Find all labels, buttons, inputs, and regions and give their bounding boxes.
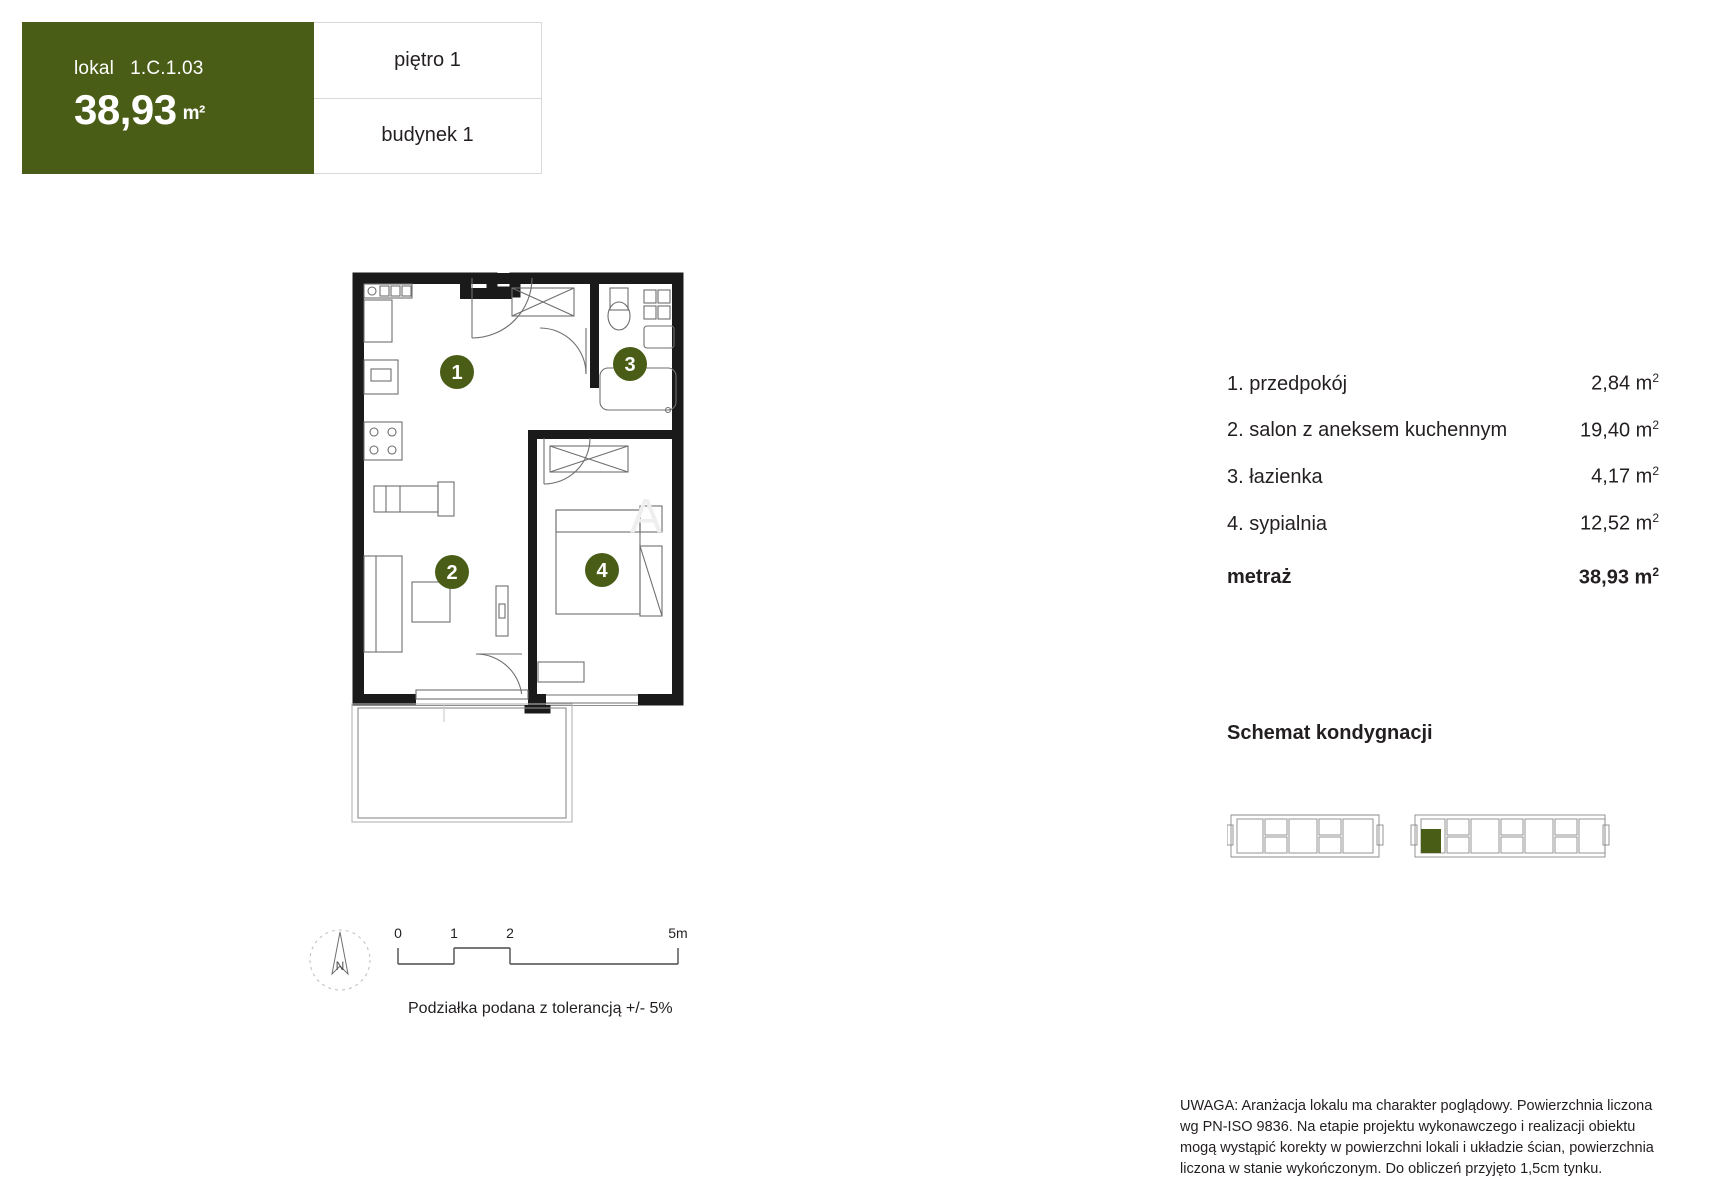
unit-header bbox=[22, 22, 542, 174]
unit-label: lokal bbox=[74, 58, 115, 79]
unit-meta-box bbox=[314, 22, 542, 174]
room-marker-2-label: 2 bbox=[446, 562, 458, 584]
legend-value-sup: 2 bbox=[1652, 371, 1659, 385]
scheme-left-u3 bbox=[1265, 837, 1287, 853]
scheme-right-u4 bbox=[1471, 819, 1499, 853]
floor-scheme-figures bbox=[1227, 795, 1647, 875]
balcony-slab bbox=[358, 708, 566, 818]
room-marker-3-label: 3 bbox=[624, 354, 636, 376]
toilet bbox=[610, 288, 628, 310]
hob-burner-1 bbox=[380, 286, 389, 296]
scheme-highlighted-unit bbox=[1421, 829, 1441, 853]
unit-id-line bbox=[74, 58, 314, 80]
toilet-bowl bbox=[608, 302, 630, 330]
unit-area-value: 38,93 bbox=[74, 86, 177, 133]
room-legend bbox=[1227, 358, 1659, 598]
wall-unit-1 bbox=[644, 290, 656, 303]
floor-plan-svg bbox=[300, 270, 760, 830]
dining-table bbox=[374, 486, 438, 512]
scale-label-1: 1 bbox=[450, 925, 458, 941]
legend-value-text: 19,40 m bbox=[1580, 419, 1653, 442]
sofa bbox=[364, 556, 402, 652]
legend-row bbox=[1227, 451, 1659, 498]
legend-value bbox=[1580, 498, 1659, 545]
scheme-left-u5 bbox=[1319, 819, 1341, 835]
scheme-left-u7 bbox=[1343, 819, 1373, 853]
door-bath bbox=[540, 328, 586, 374]
unit-area-unit: m² bbox=[182, 103, 205, 124]
door-bath-arc bbox=[540, 328, 586, 374]
scheme-left-edge-b bbox=[1377, 825, 1383, 845]
scheme-left-u4 bbox=[1289, 819, 1317, 853]
wall-unit-4 bbox=[658, 306, 670, 319]
legend-name: 1. przedpokój bbox=[1227, 372, 1348, 395]
hob-burner-2 bbox=[391, 286, 400, 296]
compass-north-label: N bbox=[335, 959, 345, 973]
legend-value-text: 2,84 m bbox=[1591, 372, 1653, 395]
legend-total-value bbox=[1579, 552, 1659, 599]
door-living bbox=[476, 654, 522, 700]
legend-value-text: 12,52 m bbox=[1580, 512, 1653, 535]
footnote: UWAGA: Aranżacja lokalu ma charakter poglądowy. Powierzchnia liczona wg PN-ISO 9836. Na etapie projektu wykonawczego i realizacji obiektu mogą wystąpić korekty w powierzchni lokali i układzie ścian, powierzchnia liczona w stanie wykończonym. Do obliczeń przyjęto 1,5cm tynku. bbox=[1180, 1098, 1654, 1178]
scheme-right-edge-a bbox=[1411, 825, 1417, 845]
coffee-table bbox=[412, 582, 450, 622]
scheme-left-u1 bbox=[1237, 819, 1263, 853]
room-marker-1-label: 1 bbox=[451, 362, 463, 384]
scale-label-0: 0 bbox=[394, 925, 402, 941]
legend-total-value-sup: 2 bbox=[1652, 564, 1659, 579]
room-marker-2 bbox=[435, 555, 469, 589]
washbasin bbox=[644, 326, 674, 348]
scheme-left-outline bbox=[1231, 815, 1379, 857]
floor-scheme-svg bbox=[1227, 795, 1647, 875]
legend-row bbox=[1227, 358, 1659, 405]
legend-total-label: metraż bbox=[1227, 566, 1292, 589]
room-marker-1 bbox=[440, 355, 474, 389]
scheme-left-edge-a bbox=[1227, 825, 1233, 845]
hob-burner-3 bbox=[402, 286, 411, 296]
wall-notch-b bbox=[460, 288, 512, 299]
scale-bar-area bbox=[300, 918, 730, 1028]
wall-bedroom-left bbox=[528, 430, 537, 700]
scale-note: Podziałka podana z tolerancją +/- 5% bbox=[408, 1000, 673, 1017]
wall-top bbox=[353, 273, 683, 284]
riser-inner bbox=[499, 604, 505, 618]
legend-value-sup: 2 bbox=[1652, 464, 1659, 479]
tv-cabinet bbox=[538, 662, 584, 682]
unit-summary-box bbox=[22, 22, 314, 174]
stove-burner-4 bbox=[388, 446, 396, 454]
room-marker-4-label: 4 bbox=[596, 560, 608, 582]
stove bbox=[364, 422, 402, 460]
stove-burner-1 bbox=[370, 428, 378, 436]
room-marker-3 bbox=[613, 347, 647, 381]
wall-left bbox=[353, 273, 364, 705]
scheme-right-u3 bbox=[1447, 837, 1469, 853]
scheme-right-outline bbox=[1415, 815, 1605, 857]
legend-value-sup: 2 bbox=[1652, 417, 1659, 432]
wall-spacer bbox=[364, 466, 424, 475]
scheme-right-u2 bbox=[1447, 819, 1469, 835]
scheme-right-u9 bbox=[1555, 837, 1577, 853]
stove-burner-3 bbox=[370, 446, 378, 454]
legend-value bbox=[1591, 358, 1659, 405]
scale-ruler bbox=[398, 948, 678, 964]
building-cell: budynek 1 bbox=[314, 98, 541, 174]
wall-unit-3 bbox=[644, 306, 656, 319]
wall-bath-bottom bbox=[528, 430, 683, 439]
legend-value-text: 4,17 m bbox=[1591, 465, 1653, 488]
scheme-right-u8 bbox=[1555, 819, 1577, 835]
balcony-slab-outer bbox=[352, 704, 572, 822]
floor-plan bbox=[300, 270, 760, 830]
wardrobe-diag bbox=[640, 546, 662, 616]
scheme-right-u6 bbox=[1501, 837, 1523, 853]
unit-area bbox=[74, 86, 314, 134]
wall-unit-2 bbox=[658, 290, 670, 303]
kitchen-appliance-door bbox=[371, 369, 391, 381]
legend-total-value-text: 38,93 m bbox=[1578, 566, 1653, 589]
legend-name: 3. łazienka bbox=[1227, 465, 1323, 488]
stove-burner-2 bbox=[388, 428, 396, 436]
scheme-building-left bbox=[1227, 815, 1383, 857]
scheme-left-u2 bbox=[1265, 819, 1287, 835]
unit-id: 1.C.1.03 bbox=[130, 58, 204, 79]
dining-chair bbox=[438, 482, 454, 516]
legend-value bbox=[1591, 451, 1659, 498]
legend-name: 2. salon z aneksem kuchennym bbox=[1227, 419, 1508, 442]
kitchen-appliance bbox=[364, 360, 398, 394]
legend-total-row bbox=[1227, 552, 1659, 599]
legend-row bbox=[1227, 405, 1659, 452]
legend-value-sup: 2 bbox=[1652, 510, 1659, 525]
bed-pillows bbox=[556, 510, 640, 532]
scheme-right-edge-b bbox=[1603, 825, 1609, 845]
compass-icon bbox=[310, 930, 370, 990]
floor-scheme-title: Schemat kondygnacji bbox=[1227, 722, 1433, 744]
riser-box bbox=[496, 586, 508, 636]
scheme-right-u7 bbox=[1525, 819, 1553, 853]
scale-label-5: 5m bbox=[668, 925, 688, 941]
watermark: A bbox=[630, 490, 663, 543]
scale-label-2: 2 bbox=[506, 925, 514, 941]
room-marker-4 bbox=[585, 553, 619, 587]
legend-row bbox=[1227, 498, 1659, 545]
legend-value bbox=[1580, 405, 1659, 452]
scheme-left-u6 bbox=[1319, 837, 1341, 853]
kitchen-tall-unit bbox=[364, 300, 392, 342]
wall-bath-left bbox=[590, 284, 599, 388]
sink-icon bbox=[368, 287, 376, 295]
legend-name: 4. sypialnia bbox=[1227, 512, 1328, 535]
floor-cell: piętro 1 bbox=[394, 48, 461, 71]
scheme-right-u5 bbox=[1501, 819, 1523, 835]
scheme-right-u10 bbox=[1579, 819, 1605, 853]
door-living-arc bbox=[476, 654, 522, 700]
